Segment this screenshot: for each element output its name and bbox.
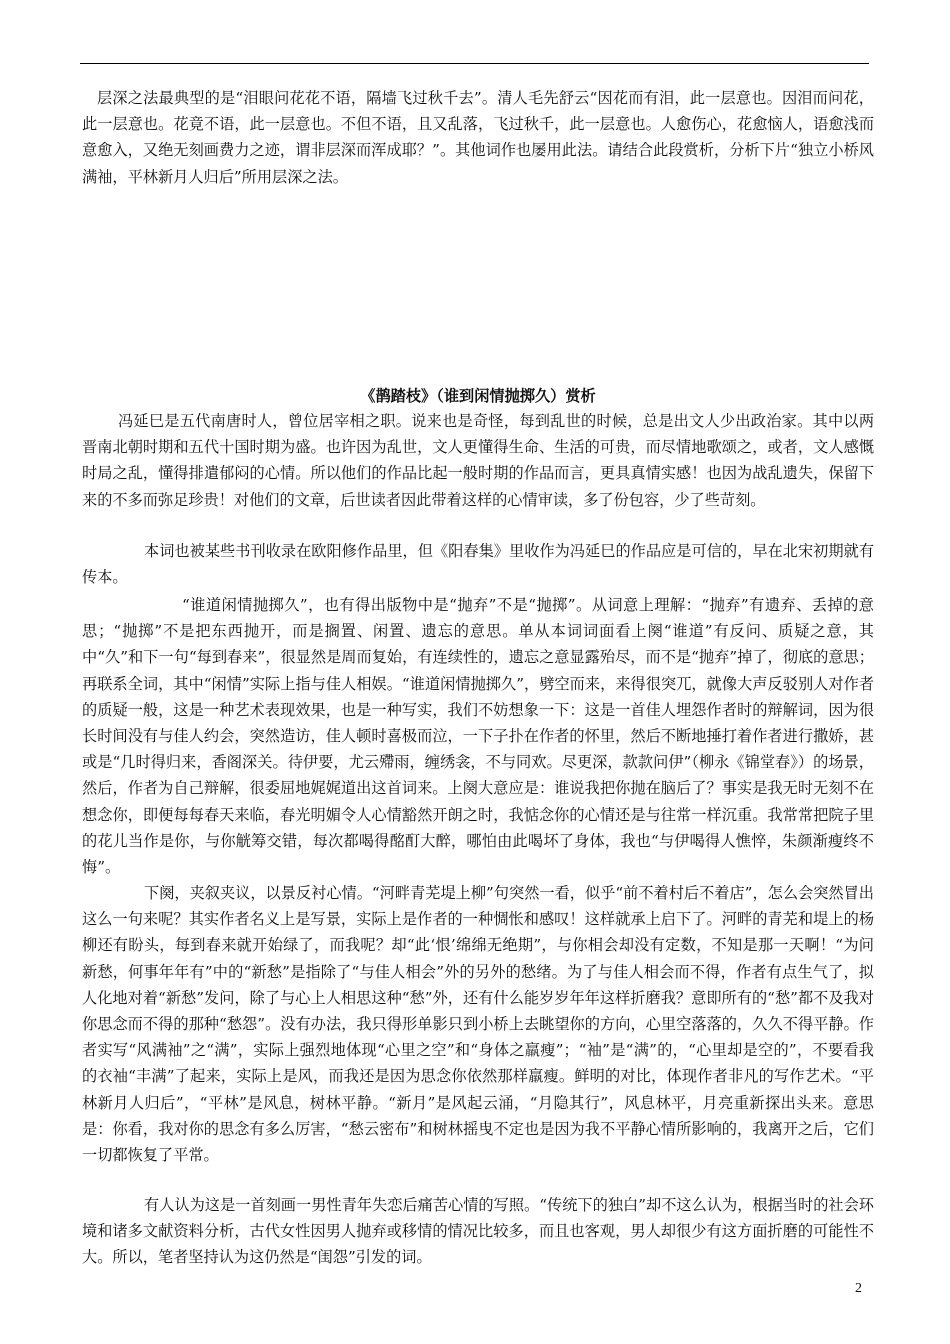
page-number: 2 [855, 1281, 862, 1296]
article-paragraph-3: “谁道闲情抛掷久”，也有得出版物中是“抛弃”不是“抛掷”。从词意上理解：“抛弃”有遗弃、丢掉的意思；“抛掷”不是把东西抛开，而是搁置、闲置、遗忘的意思。单从本词词面看上阕“谁道”有反问、质疑之意，其中“久”和下一句“每到春来”，很显然是周而复始，有连续性的，遗忘之意显露殆尽，而不是“抛弃”掉了，彻底的意思；再联系全词，其中“闲情”实际上指与佳人相娱。“谁道闲情抛掷久”，劈空而来，来得很突兀，就像大声反驳别人对作者的质疑一般，这是一种艺术表现效果，也是一种写实，我们不妨想象一下：这是一首佳人埋怨作者时的辩解词，因为很长时间没有与佳人约会，突然造访，佳人顿时喜极而泣，一下子扑在作者的怀里，然后不断地捶打着作者进行撒娇，甚或是“几时得归来，香阁深关。待伊要，尤云殢雨，缠绣衾，不与同欢。尽更深，款款问伊”（柳永《锦堂春》）的场景，然后，作者为自己辩解，很委屈地娓娓道出这首词来。上阕大意应是：谁说我把你抛在脑后了？事实是我无时无刻不在想念你，即便每每春天来临，春光明媚令人心情豁然开朗之时，我惦念你的心情还是与往常一样沉重。我常常把院子里的花儿当作是你，与你觥筹交错，每次都喝得酩酊大醉，哪怕由此喝坏了身体，我也“与伊喝得人憔悴，朱颜渐瘦终不悔”。 [82, 596, 874, 877]
question-paragraph: 层深之法最典型的是“泪眼问花花不语，隔墙飞过秋千去”。清人毛先舒云“因花而有泪，此一层意也。因泪而问花，此一层意也。花竟不语，此一层意也。不但不语，且又乱落，飞过秋千，此一层意也。人愈伤心，花愈恼人，语愈浅而意愈入，又绝无刻画费力之迹，谓非层深而浑成耶？”。其他词作也屡用此法。请结合此段赏析，分析下片“独立小桥风满袖，平林新月人归后”所用层深之法。 [82, 89, 874, 186]
article-paragraph-4: 下阕，夹叙夹议，以景反衬心情。“河畔青芜堤上柳”句突然一看，似乎“前不着村后不着店”，怎么会突然冒出这么一句来呢？其实作者名义上是写景，实际上是作者的一种惆怅和感叹！这样就承上启下了。河畔的青芜和堤上的杨柳还有盼头，每到春来就开始绿了，而我呢？却“此‘恨’绵绵无绝期”，与你相会却没有定数，不知是那一天啊！“为问新愁，何事年年有”中的“新愁”是指除了“与佳人相会”外的另外的愁绪。为了与佳人相会而不得，作者有点生气了，拟人化地对着“新愁”发问，除了与心上人相思这种“愁”外，还有什么能岁岁年年这样折磨我？意即所有的“愁”都不及我对你思念而不得的那种“愁怨”。没有办法，我只得形单影只到小桥上去眺望你的方向，心里空落落的，久久不得平静。作者实写“风满袖”之“满”，实际上强烈地体现“心里之空”和“身体之羸瘦”；“袖”是“满”的，“心里却是空的”，不要看我的衣袖“丰满”了起来，实际上是风，而我还是因为思念你依然那样羸瘦。鲜明的对比，体现作者非凡的写作艺术。“平林新月人归后”，“平林”是风息，树林平静。“新月”是风起云涌，“月隐其行”，风息林平，月亮重新探出头来。意思是：你看，我对你的思念有多么厉害，“愁云密布”和树林摇曳不定也是因为我不平静心情所影响的，我离开之后，它们一切都恢复了平常。 [82, 884, 874, 1165]
header-rule [80, 63, 869, 64]
article-paragraph-5: 有人认为这是一首刻画一男性青年失恋后痛苦心情的写照。“传统下的独白”却不这么认为，根据当时的社会环境和诸多文献资料分析，古代女性因男人抛弃或移情的情况比较多，而且也客观，男人却很少有这方面折磨的可能性不大。所以，笔者坚持认为这仍然是“闺怨”引发的词。 [82, 1196, 874, 1267]
article-paragraph-2: 本词也被某些书刊收录在欧阳修作品里，但《阳春集》里收作为冯延巳的作品应是可信的，早在北宋初期就有传本。 [82, 542, 874, 587]
article-paragraph-1: 冯延巳是五代南唐时人，曾位居宰相之职。说来也是奇怪，每到乱世的时候，总是出文人少出政治家。其中以两晋南北朝时期和五代十国时期为盛。也许因为乱世，文人更懂得生命、生活的可贵，而尽情地歌颂之，或者，文人感慨时局之乱，懂得排遣郁闷的心情。所以他们的作品比起一般时期的作品而言，更具真情实感！也因为战乱遗失，保留下来的不多而弥足珍贵！对他们的文章，后世读者因此带着这样的心情审读，多了份包容，少了些苛刻。 [82, 412, 874, 509]
article-title: 《鹊踏枝》（谁到闲情抛掷久）赏析 [360, 387, 596, 405]
